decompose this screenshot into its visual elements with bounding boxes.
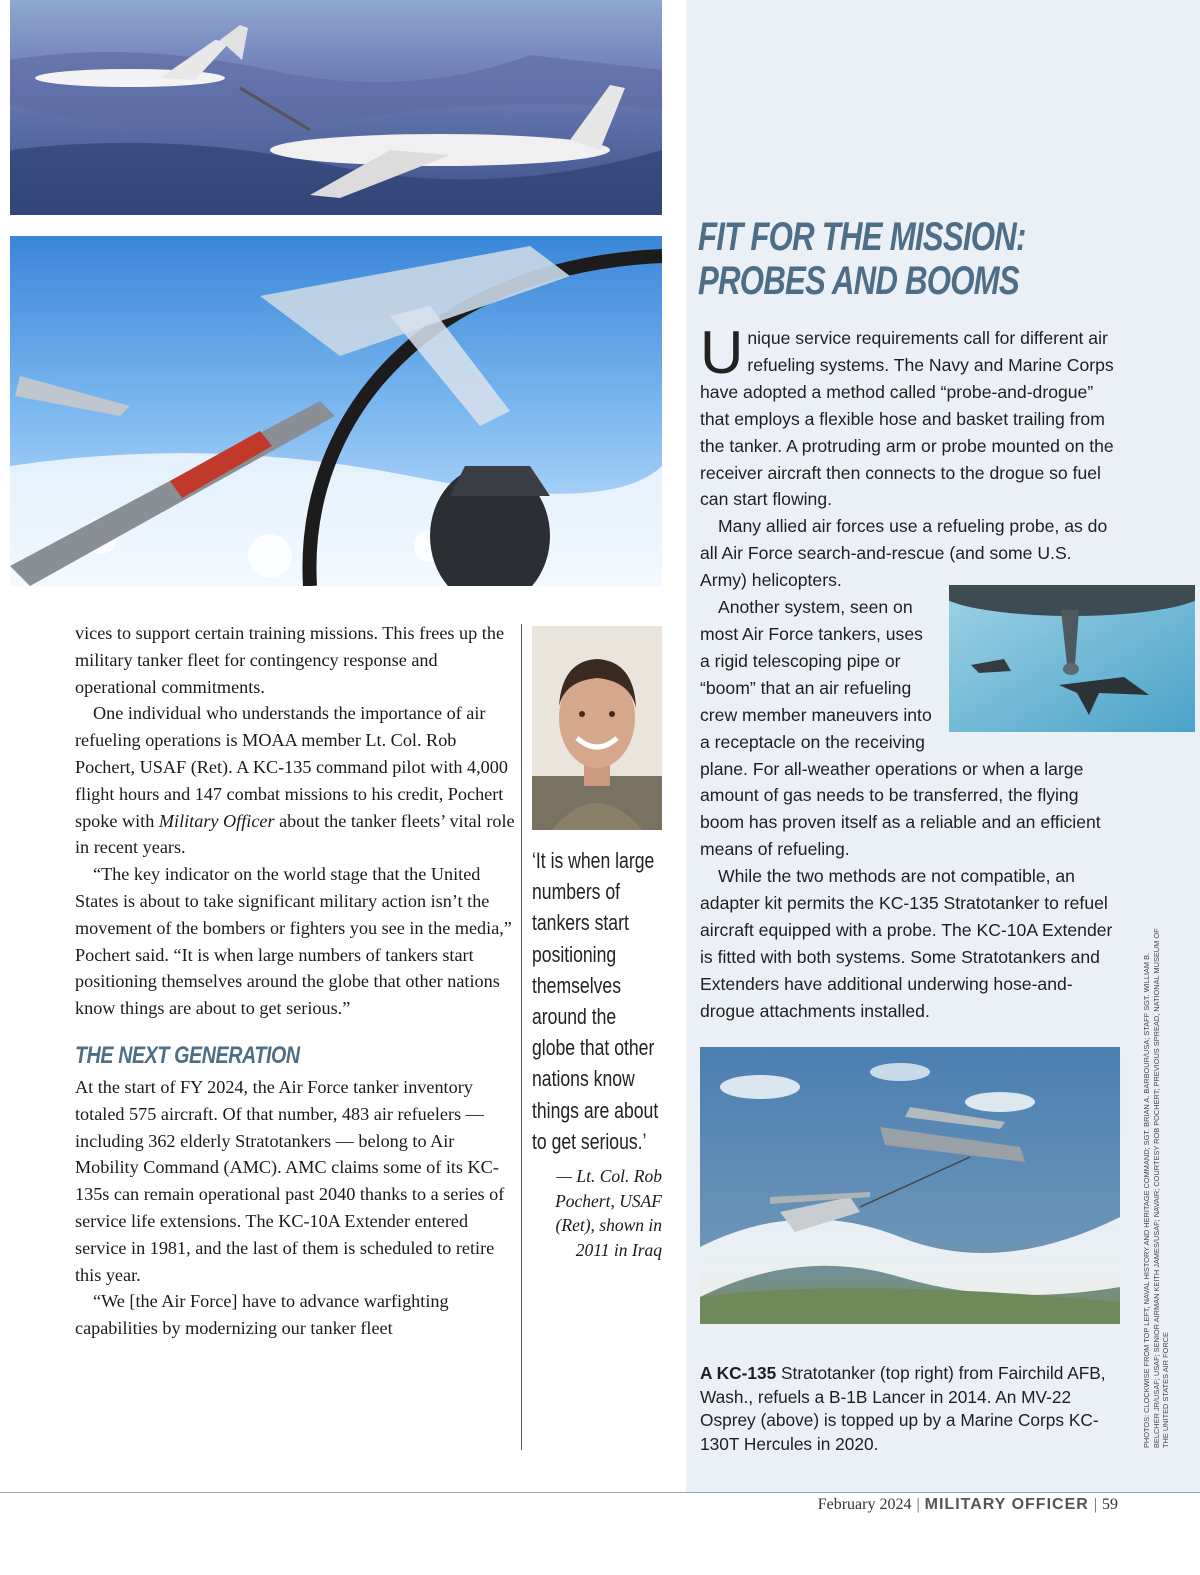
photo-cockpit-refueling xyxy=(10,236,662,586)
sidebar-title-line2: PROBES AND BOOMS xyxy=(698,259,1019,303)
caption-text: Stratotanker (top right) from Fairchild AFB, Wash., refuels a B-1B Lancer in 2014. An MV-22 Osprey (above) is topped up by a Marine Corps KC-130T Hercules in 2020. xyxy=(700,1363,1106,1454)
sidebar-paragraph: While the two methods are not compatible, an adapter kit permits the KC-135 Stratotanker to refuel aircraft equipped with a probe. The KC-10A Extender is fitted with both systems. Some Stratotankers and Extenders have additional underwing hose-and-drogue attachments installed. xyxy=(700,866,1113,1021)
page-folio xyxy=(818,1496,1118,1514)
sidebar-paragraph xyxy=(700,319,1120,513)
sidebar-paragraph: Many allied air forces use a refueling probe, as do all Air Force search-and-rescue (and some U.S. Army) helicopters. xyxy=(700,516,1108,591)
article-paragraph-tail: about the tanker fleets’ vital role in recent years. xyxy=(75,810,515,858)
article-paragraph: At the start of FY 2024, the Air Force tanker inventory totaled 575 aircraft. Of that number, 483 air refuelers — including 362 elderly Stratotankers — belong to Air Mobility Command (AMC). AMC claims some of its KC-135s can remain operational past 2040 thanks to a series of service life extensions. The KC-10A Extender entered service in 1981, and the last of them is scheduled to retire this year. xyxy=(75,1076,505,1285)
photo-mv22-osprey-refueling xyxy=(700,1047,1120,1324)
article-paragraph xyxy=(75,700,515,861)
photo-caption xyxy=(700,1362,1120,1456)
article-paragraph: “We [the Air Force] have to advance warfighting capabilities by modernizing our tanker fleet xyxy=(75,1291,449,1339)
magazine-name: MILITARY OFFICER xyxy=(924,1496,1089,1513)
footer-rule xyxy=(0,1492,1200,1493)
section-heading: THE NEXT GENERATION xyxy=(75,1041,300,1069)
sidebar-title xyxy=(698,215,1135,303)
folio-separator: | xyxy=(916,1496,920,1513)
pull-quote-attribution: — Lt. Col. Rob Pochert, USAF (Ret), shown in 2011 in Iraq xyxy=(555,1166,662,1260)
photo-credits: PHOTOS: CLOCKWISE FROM TOP LEFT, NAVAL HISTORY AND HERITAGE COMMAND; SGT. BRIAN A. BARBOUR/USA; STAFF SGT. WILLIAM B. BELCHER JR/USAF; USAF; SENIOR AIRMAN KEITH JAMES/USAF; NAVAIR; COURTESY ROB POCHERT; PREVIOUS SPREAD, NATIONAL MUSEUM OF THE UNITED STATES AIR FORCE xyxy=(1142,928,1171,1448)
article-paragraph: vices to support certain training missions. This frees up the military tanker fleet for contingency response and operational commitments. xyxy=(75,623,505,697)
sidebar-title-line1: FIT FOR THE MISSION: xyxy=(698,215,1026,259)
folio-separator: | xyxy=(1093,1496,1097,1513)
sidebar-paragraph: Another system, seen on most Air Force tankers, uses a rigid telescoping pipe or “boom” that an air refueling crew member maneuvers into a receptacle on the receiving plane. For all-weather operations or when a large amount of gas needs to be transferred, the flying boom has proven itself as a reliable and an efficient means of refueling. xyxy=(700,597,1101,860)
portrait-rob-pochert xyxy=(532,626,662,830)
article-paragraph-text: One individual who understands the importance of air refueling operations is MOAA member Lt. Col. Rob Pochert, USAF (Ret). A KC-135 command pilot with 4,000 flight hours and 147 combat missions to his credit, Pochert spoke with xyxy=(75,703,508,831)
publication-name: Military Officer xyxy=(158,810,275,831)
article-body xyxy=(75,620,515,1342)
caption-lead: A KC-135 xyxy=(700,1363,777,1383)
article-paragraph: “The key indicator on the world stage that the United States is about to take significant military action isn’t the movement of the bombers or fighters you see in the media,” Pochert said. “It is when large numbers of tankers start positioning themselves around the globe that other nations know things are about to get serious.” xyxy=(75,864,512,1019)
issue-date: February 2024 xyxy=(817,1496,912,1513)
page-number: 59 xyxy=(1102,1496,1118,1513)
photo-kc10-refueling-c5 xyxy=(10,0,662,215)
pull-quote: ‘It is when large numbers of tankers start positioning themselves around the globe that other nations know things are about to get serious.’ xyxy=(532,848,659,1154)
drop-cap: U xyxy=(700,319,744,386)
column-rule xyxy=(521,624,522,1450)
photo-b1b-refueling xyxy=(949,585,1195,732)
sidebar-paragraph-text: nique service requirements call for different air refueling systems. The Navy and Marine Corps have adopted a method called “probe-and-drogue” that employs a flexible hose and basket trailing from the tanker. A protruding arm or probe mounted on the receiver aircraft then connects to the drogue so fuel can start flowing. xyxy=(700,328,1114,510)
